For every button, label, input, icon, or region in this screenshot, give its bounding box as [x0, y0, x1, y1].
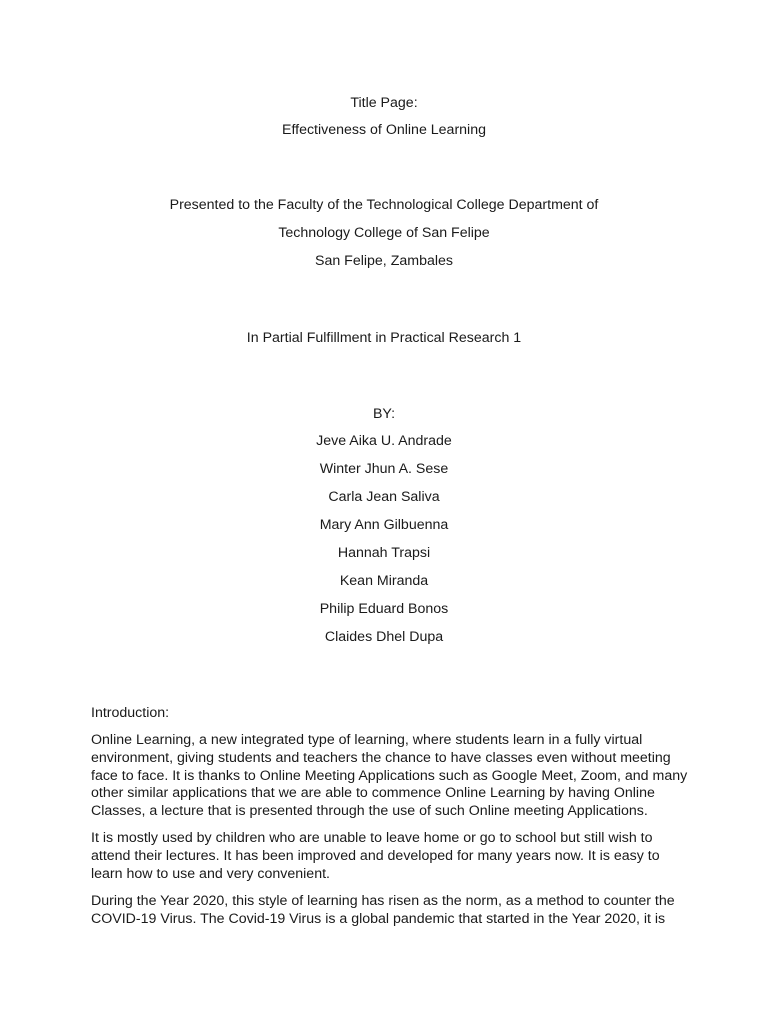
author-name: Mary Ann Gilbuenna — [319, 517, 449, 533]
paragraph-line: During the Year 2020, this style of learning has risen as the norm, as a method to counter the — [91, 893, 675, 909]
introduction-heading: Introduction: — [91, 705, 170, 721]
paragraph-line: face to face. It is thanks to Online Meeting Applications such as Google Meet, Zoom, and many — [91, 767, 688, 784]
fulfillment-line: In Partial Fulfillment in Practical Research 1 — [246, 330, 522, 346]
presented-line-3: San Felipe, Zambales — [314, 253, 453, 269]
author-name: Kean Miranda — [339, 573, 429, 589]
paragraph-line: environment, giving students and teachers the chance to have classes even without meeting — [91, 749, 671, 766]
paragraph-line: other similar applications that we are able to commence Online Learning by having Online — [91, 785, 655, 802]
author-name: Hannah Trapsi — [337, 545, 431, 561]
paragraph-line: learn how to use and very convenient. — [91, 865, 330, 882]
author-name: Winter Jhun A. Sese — [319, 461, 449, 477]
introduction-paragraph — [91, 830, 691, 883]
author-name: Jeve Aika U. Andrade — [316, 433, 452, 449]
title-page-label: Title Page: — [350, 95, 418, 111]
presented-line-2: Technology College of San Felipe — [278, 225, 490, 241]
presented-line-1: Presented to the Faculty of the Technological College Department of — [169, 197, 599, 213]
introduction-paragraph — [91, 893, 691, 929]
author-name: Claides Dhel Dupa — [324, 629, 444, 645]
paragraph-line: It is mostly used by children who are unable to leave home or go to school but still wish to — [91, 830, 653, 846]
paragraph-line: Online Learning, a new integrated type of learning, where students learn in a fully virtual — [91, 732, 643, 748]
introduction-paragraph — [91, 732, 691, 821]
paragraph-line: COVID-19 Virus. The Covid-19 Virus is a global pandemic that started in the Year 2020, it is — [91, 910, 666, 927]
document-title: Effectiveness of Online Learning — [281, 122, 486, 138]
by-label: BY: — [372, 406, 396, 422]
paragraph-line: Classes, a lecture that is presented through the use of such Online meeting Applications. — [91, 803, 648, 820]
author-name: Carla Jean Saliva — [328, 489, 440, 505]
paragraph-line: attend their lectures. It has been improved and developed for many years now. It is easy to — [91, 847, 660, 864]
author-name: Philip Eduard Bonos — [319, 601, 449, 617]
